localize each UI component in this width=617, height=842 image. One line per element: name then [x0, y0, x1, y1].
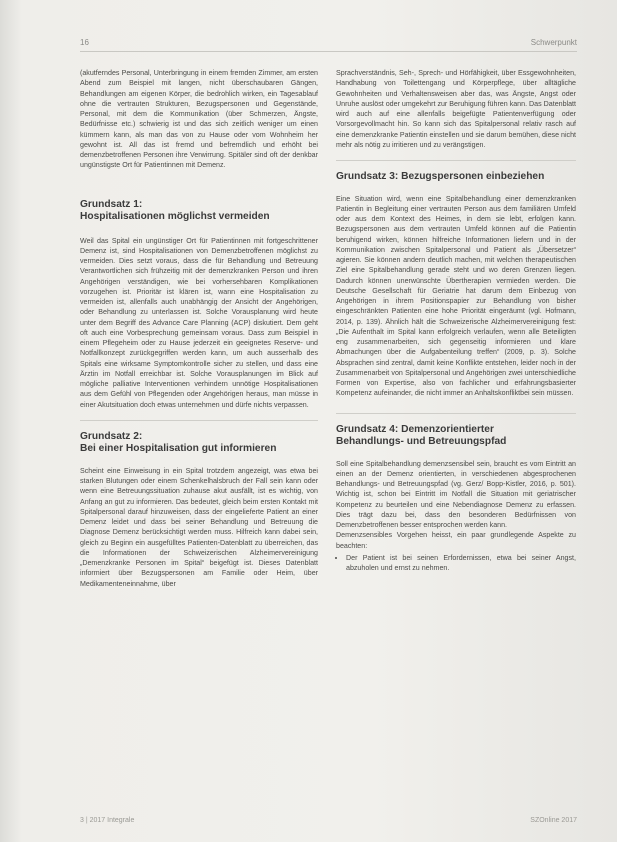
footer-right: SZOnline 2017: [530, 817, 577, 824]
section-heading-1: [80, 199, 318, 224]
right-column: [336, 68, 576, 573]
heading-1-label: Grundsatz 1:: [80, 198, 143, 210]
continued-paragraph: Sprachverständnis, Seh-, Sprech- und Hörfähigkeit, über Essgewohnheiten, Handhabung von Toilettengang und Körperpflege, über alltägliche Gewohnheiten und Verhaltensweisen aber das, was Ängste, Angst oder Unruhe auslöst oder umgekehrt zur Beruhigung führen kann. Das Datenblatt wird auch auf eine allenfalls beigefügte Patientenverfügung oder Vorsorgevollmacht hin. So kann sich das Spitalpersonal relativ rasch auf eine demenzkranke Patientin einstellen und sie darum bemühen, diese nicht mehr als nötig zu irritieren und zu verängstigen.: [336, 69, 576, 149]
left-column: [80, 68, 318, 589]
section-4-text-2: Demenzsensibles Vorgehen heisst, ein paar grundlegende Aspekte zu beachten:: [336, 531, 576, 550]
footer-left: 3 | 2017 Integrale: [80, 817, 135, 824]
magazine-section: Schwerpunkt: [530, 38, 577, 47]
list-item: • Der Patient ist bei seinen Erfordernissen, etwa bei seiner Angst, abzuholen und ernst zu nehmen.: [346, 553, 576, 574]
aspects-list: [336, 553, 576, 574]
page-number: 16: [80, 38, 89, 47]
heading-4-title-a: Grundsatz 4: Demenzorientierter: [336, 423, 494, 435]
running-header: [80, 38, 577, 50]
section-heading-4: [336, 424, 576, 449]
section-2-text: Scheint eine Einweisung in ein Spital trotzdem angezeigt, was etwa bei starken Blutungen oder einem Schenkelhalsbruch der Fall sein kann oder wenn eine Betreuungssituation zuhause akut ausfällt, ist es wichtig, von Anfang an gut zu informieren. Das bedeutet, gleich beim ersten Kontakt mit Spitalpersonal darauf hinzuweisen, dass der eingelieferte Patient an einer Demenz leidet und dass bei seiner Behandlung und Betreuung die Diagnose Demenz berücksichtigt werden muss. Hilfreich kann dabei sein, gleich zu Beginn ein ausgefülltes Patienten-Datenblatt zu überreichen, das die Informationen der Schweizerischen Alzheimervereinigung „Demenzkranke Personen im Spital“ beigefügt ist. Dieses Datenblatt informiert über Bezugspersonen am Familie oder Heim, über Medikamenteneinnahme, über: [80, 466, 318, 588]
header-rule: [80, 51, 577, 52]
heading-4-title-b: Behandlungs- und Betreuungspfad: [336, 436, 507, 447]
section-4-text: Soll eine Spitalbehandlung demenzsensibel sein, braucht es vom Eintritt an einen an der Demenz orientierten, in verschiedenen abgesprochenen Behandlungs- und Betreuungspfad (vg. Gerz/ Bopp-Kistler, 2016, p. 501). Wichtig ist, schon bei Eintritt im Notfall die Situation mit geriatrischer Kompetenz zu beurteilen und eine Nebendiagnose Demenz zu erfassen. Dies trägt dazu bei, dass den besonderen Bedürfnissen von Demenzbetroffenen besser entsprochen werden kann.: [336, 459, 576, 529]
section-heading-3: Grundsatz 3: Bezugspersonen einbeziehen: [336, 171, 545, 182]
section-heading-2: [80, 431, 318, 456]
heading-1-title: Hospitalisationen möglichst vermeiden: [80, 211, 270, 222]
heading-2-label: Grundsatz 2:: [80, 430, 143, 442]
intro-paragraph: (akutferndes Personal, Unterbringung in einem fremden Zimmer, am ersten Abend zum Beispiel mit langen, nicht überschaubaren Gängen, Behandlungen am eigenen Körper, die bedrohlich wirken, ein Tagesablauf ohne die vertrauten Strukturen, Bezugspersonen und Gegenstände, Personal, mit dem die Kommunikation (über Schmerzen, Ängste, Bedürfnisse etc.) schwierig ist und das sich zeitlich weniger um einen kümmern kann, als man das von zu Hause oder vom Wohnheim her gewohnt ist. All das ist fremd und befremdlich und erhöht bei demenzbetroffenen Personen ihre Verwirrung. Spitäler sind oft der denkbar ungünstigste Ort für Patientinnen mit Demenz.: [80, 69, 318, 170]
section-1-text: Weil das Spital ein ungünstiger Ort für Patientinnen mit fortgeschrittener Demenz ist, sind Hospitalisationen von Demenzbetroffenen möglichst zu vermeiden. Dies setzt voraus, dass die für Behandlung und Betreuung Verantwortlichen sich frühzeitig mit der demenzkranken Person und ihren Angehörigen verständigen, wie bei vorhersehbaren Komplikationen vorzugehen ist. Prioritär ist klären ist, wann eine Hospitalisation zu vermeiden ist, allenfalls auch unabhängig der Ansicht der Angehörigen, oder Behandlung zu unterlassen ist. Solche Vorausplanung wird heute unter dem Begriff des Advance Care Planning (ACP) diskutiert. Dem geht oft auch eine Vorbesprechung gemeinsam voraus. Dass zum Beispiel in einem Pflegeheim oder zu Hause jederzeit ein geeignetes Reserve- und Notfallkonzept zurückgegriffen werden kann, um auch ausserhalb des Spitals eine wirksame Symptomkontrolle sicher zu stellen, und dass eine Ärztin im Notfall erreichbar ist. Solche Vorausplanungen im Blick auf mögliche palliative Interventionen verhindern unnötige Hospitalisationen aus dem Gefühl von Pflegenden oder Angehörigen heraus, man müsse in einer Akutsituation doch etwas unternehmen und dürfe nichts verpassen.: [80, 236, 318, 409]
heading-2-title: Bei einer Hospitalisation gut informieren: [80, 443, 277, 455]
section-3-text: Eine Situation wird, wenn eine Spitalbehandlung einer demenzkranken Patientin in Begleitung einer vertrauten Person aus dem familiären Umfeld oder aus dem Kontext des Heimes, in dem sie lebt, erfolgen kann. Bezugspersonen aus dem vertrauten Umfeld können auf die Patientin beruhigend wirken, können hilfreiche Informationen liefern und in der Kommunikation zwischen Spitalpersonal und Patient als „Übersetzer“ agieren. Sie können andern deutlich machen, mit welchen therapeutischen Ziel eine Spitalbehandlung gerade steht und wo deren Grenzen liegen. Dadurch können unerwünschte Übertherapien vermieden werden. Die Deutsche Gesellschaft für Geriatrie hat darum dem Einbezug von Angehörigen in ihrem Positionspapier zur Behandlung von bisher eingeschränkten Patienten eine hohe Priorität eingeräumt (vgl. Hofmann, 2014, p. 139). Ähnlich hält die Schweizerische Alzheimervereinigung fest: „Die Aufenthalt im Spital kann erfolgreich verlaufen, wenn alle Beteiligten eng zusammenarbeiten, sich gegenseitig informieren und klare Abmachungen über die Aufgabenteilung treffen“ (2009, p. 3). Solche Absprachen sind zentral, damit keine Konflikte entstehen, leider noch in der Zusammenarbeit von Spitalpersonal und Angehörigen zwei unterschiedliche Formen von Expertise, also von fachlicher und erfahrungsbasierter Kompetenz aufeinander, die nicht immer an Anhaltskonfliktbei sein müssen.: [336, 194, 576, 398]
